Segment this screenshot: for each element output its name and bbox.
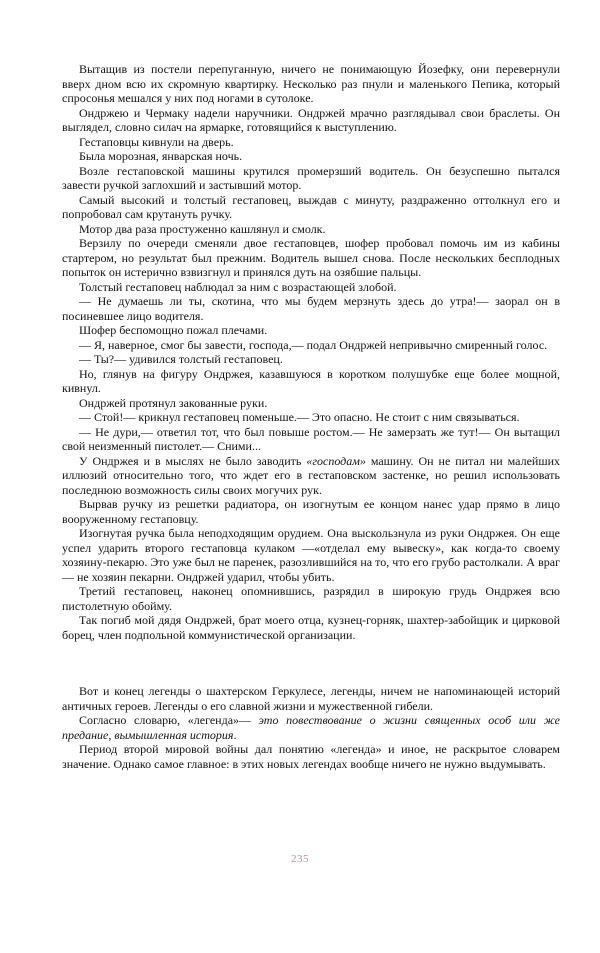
story-paragraph: Так погиб мой дядя Ондржей, брат моего отца, кузнец-горняк, шахтер-забойщик и цирковой борец, член подпольной коммунистической организации. [62,613,560,642]
definition-italic: это повествование о жизни священных особ или же предание, вымышленная история [62,713,561,742]
story-paragraph: — Не дури,— ответил тот, что был повыше ростом.— Не замерзать же тут!— Он вытащил свой неизменный пистолет.— Сними... [62,424,560,453]
epilogue-section [62,684,560,713]
section-break [62,642,560,684]
definition-paragraph: Согласно словарю, «легенда»— это повествование о жизни священных особ или же предание, вымышленная история. [62,713,561,742]
story-paragraph: У Ондржея и в мыслях не было заводить «господам» машину. Он не питал ни малейших иллюзий относительно того, что ждет его в гестаповском застенке, но решил использовать последнюю возможность силы своих могучих рук. [62,453,560,497]
story-paragraph: Верзилу по очереди сменяли двое гестаповцев, шофер пробовал помочь им из кабины стартером, но результат был прежним. Водитель вышел снова. После нескольких бесплодных попыток он истерично взвизгнул и принялся дуть на озябшие пальцы. [62,236,560,279]
story-paragraph: Вытащив из постели перепуганную, ничего не понимающую Йозефку, они перевернули вверх дном всю их скромную квартирку. Несколько раз пнули и маленького Пепика, который спросонья мешался у них под ногами в сутолоке. [62,62,560,105]
page-number: 235 [291,853,309,865]
story-paragraph: Изогнутая ручка была неподходящим орудием. Она выскользнула из руки Ондржея. Он еще успел ударить второго гестаповца кулаком —«отделал ему вывеску», как когда-то своему хозяину-пекарю. Это уже был не паренек, разозлившийся на то, что его грубо растолкали. А враг — не хозяин пекарни. Ондржей ударил, чтобы убить. [62,526,560,584]
story-paragraph: Но, глянув на фигуру Ондржея, казавшуюся в коротком полушубке еще более мощной, кивнул. [62,366,560,395]
closing-paragraph: Период второй мировой войны дал понятию «легенда» и иное, не раскрытое словарем значение. Однако самое главное: в этих новых легендах вообще ничего не нужно выдумывать. [62,742,560,771]
story-paragraph: — Я, наверное, смог бы завести, господа,— подал Ондржей непривычно смиренный голос. [79,337,548,352]
story-paragraph: Гестаповцы кивнули на дверь. [79,134,234,149]
story-paragraph: — Ты?— удивился толстый гестаповец. [79,352,283,366]
story-paragraph: — Не думаешь ли ты, скотина, что мы будем мерзнуть здесь до утра!— заорал он в посиневшее лицо водителя. [62,294,560,323]
story-paragraph: Шофер беспомощно пожал плечами. [79,323,268,337]
story-section [62,62,560,454]
story-paragraph: Толстый гестаповец наблюдал за ним с возрастающей злобой. [79,279,397,294]
book-page [62,62,560,771]
story-end-section [62,497,560,642]
story-paragraph: Самый высокий и толстый гестаповец, выждав с минуту, раздраженно оттолкнул его и попробовал сам крутануть ручку. [62,192,560,221]
epilogue-paragraph: Вот и конец легенды о шахтерском Геркулесе, легенды, ничем не напоминающей историй античных героев. Легенды о его славной жизни и мужественной гибели. [62,684,560,713]
story-paragraph: Мотор два раза простуженно кашлянул и смолк. [79,221,326,236]
emphasized-word: «господам» [306,453,366,468]
story-paragraph: Ондржею и Чермаку надели наручники. Ондржей мрачно разглядывал свои браслеты. Он выглядел, словно силач на ярмарке, готовящийся к выступлению. [62,105,560,134]
story-paragraph: Ондржей протянул закованные руки. [79,395,268,410]
story-paragraph: Вырвав ручку из решетки радиатора, он изогнутым ее концом нанес удар прямо в лицо вооруженному гестаповцу. [62,497,560,526]
story-paragraph: Возле гестаповской машины крутился промерзший водитель. Он безуспешно пытался завести ручкой заглохший и застывший мотор. [62,163,560,192]
story-paragraph: Была морозная, январская ночь. [79,149,243,163]
story-paragraph: — Стой!— крикнул гестаповец поменьше.— Это опасно. Не стоит с ним связываться. [79,410,520,424]
story-paragraph: Третий гестаповец, наконец опомнившись, разрядил в широкую грудь Ондржея всю пистолетную обойму. [62,584,560,613]
